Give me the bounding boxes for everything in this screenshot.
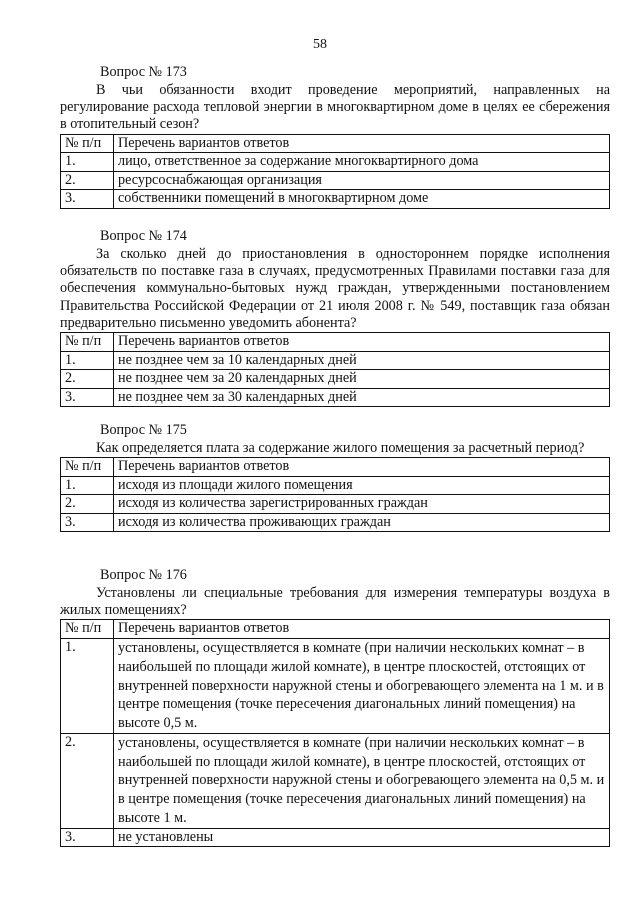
answer-number: 3. <box>61 828 114 847</box>
question-block <box>60 566 610 847</box>
answer-text: собственники помещений в многоквартирном доме <box>114 190 610 209</box>
answer-text: не позднее чем за 30 календарных дней <box>114 388 610 407</box>
answer-number: 1. <box>61 153 114 172</box>
answer-text: ресурсоснабжающая организация <box>114 171 610 190</box>
header-num: № п/п <box>61 620 114 639</box>
table-row <box>61 351 610 370</box>
answer-text: установлены, осуществляется в комнате (при наличии нескольких комнат – в наибольшей по площади жилой комнате), в центре плоскостей, отстоящих от внутренней поверхности наружной стены и обогревающего элемента на 0,5 м. и в центре помещения (точке пересечения диагональных линий помещения) на высоте 1 м. <box>114 733 610 828</box>
answers-table <box>60 332 610 407</box>
question-title: Вопрос № 173 <box>100 64 187 80</box>
question-text: Как определяется плата за содержание жилого помещения за расчетный период? <box>96 440 585 456</box>
header-options: Перечень вариантов ответов <box>114 333 610 352</box>
table-row <box>61 513 610 532</box>
answers-table <box>60 457 610 532</box>
table-row <box>61 476 610 495</box>
header-options: Перечень вариантов ответов <box>114 134 610 153</box>
table-row <box>61 153 610 172</box>
answer-number: 2. <box>61 370 114 389</box>
answer-text: исходя из площади жилого помещения <box>114 476 610 495</box>
answer-number: 2. <box>61 495 114 514</box>
answer-number: 3. <box>61 190 114 209</box>
table-row <box>61 388 610 407</box>
header-num: № п/п <box>61 458 114 477</box>
table-row <box>61 171 610 190</box>
answer-text: исходя из количества зарегистрированных граждан <box>114 495 610 514</box>
table-row <box>61 638 610 733</box>
table-row <box>61 190 610 209</box>
header-options: Перечень вариантов ответов <box>114 458 610 477</box>
answers-table <box>60 134 610 209</box>
answer-text: исходя из количества проживающих граждан <box>114 513 610 532</box>
answer-text: не позднее чем за 20 календарных дней <box>114 370 610 389</box>
answer-number: 2. <box>61 171 114 190</box>
question-text: Установлены ли специальные требования для измерения температуры воздуха в жилых помещениях? <box>60 585 610 619</box>
question-block <box>60 421 610 532</box>
answers-table <box>60 619 610 847</box>
answer-number: 1. <box>61 638 114 733</box>
answer-number: 3. <box>61 388 114 407</box>
answer-text: не установлены <box>114 828 610 847</box>
question-block <box>60 63 610 209</box>
answer-text: установлены, осуществляется в комнате (при наличии нескольких комнат – в наибольшей по площади жилой комнате), в центре плоскостей, отстоящих от внутренней поверхности наружной стены и обогревающего элемента на 1 м. и в центре помещения (точке пересечения диагональных линий помещения) на высоте 0,5 м. <box>114 638 610 733</box>
question-title: Вопрос № 176 <box>100 567 187 583</box>
table-row <box>61 828 610 847</box>
answer-number: 1. <box>61 476 114 495</box>
page-number: 58 <box>313 37 327 52</box>
question-title: Вопрос № 175 <box>100 422 187 438</box>
question-text: За сколько дней до приостановления в одностороннем порядке исполнения обязательств по поставке газа в случаях, предусмотренных Правилами поставки газа для обеспечения коммунально-бытовых нужд граждан, утвержденными постановлением Правительства Российской Федерации от 21 июля 2008 г. № 549, поставщик газа обязан предварительно письменно уведомить абонента? <box>60 246 610 331</box>
answer-number: 3. <box>61 513 114 532</box>
answer-number: 1. <box>61 351 114 370</box>
question-title: Вопрос № 174 <box>100 228 187 244</box>
answer-text: не позднее чем за 10 календарных дней <box>114 351 610 370</box>
header-num: № п/п <box>61 333 114 352</box>
answer-text: лицо, ответственное за содержание многоквартирного дома <box>114 153 610 172</box>
table-row <box>61 370 610 389</box>
table-header-row <box>61 134 610 153</box>
table-row <box>61 733 610 828</box>
question-text: В чьи обязанности входит проведение мероприятий, направленных на регулирование расхода тепловой энергии в многоквартирном доме в целях ее сбережения в отопительный сезон? <box>60 82 610 133</box>
table-row <box>61 495 610 514</box>
table-header-row <box>61 333 610 352</box>
question-block <box>60 227 610 407</box>
table-header-row <box>61 458 610 477</box>
header-num: № п/п <box>61 134 114 153</box>
header-options: Перечень вариантов ответов <box>114 620 610 639</box>
answer-number: 2. <box>61 733 114 828</box>
table-header-row <box>61 620 610 639</box>
